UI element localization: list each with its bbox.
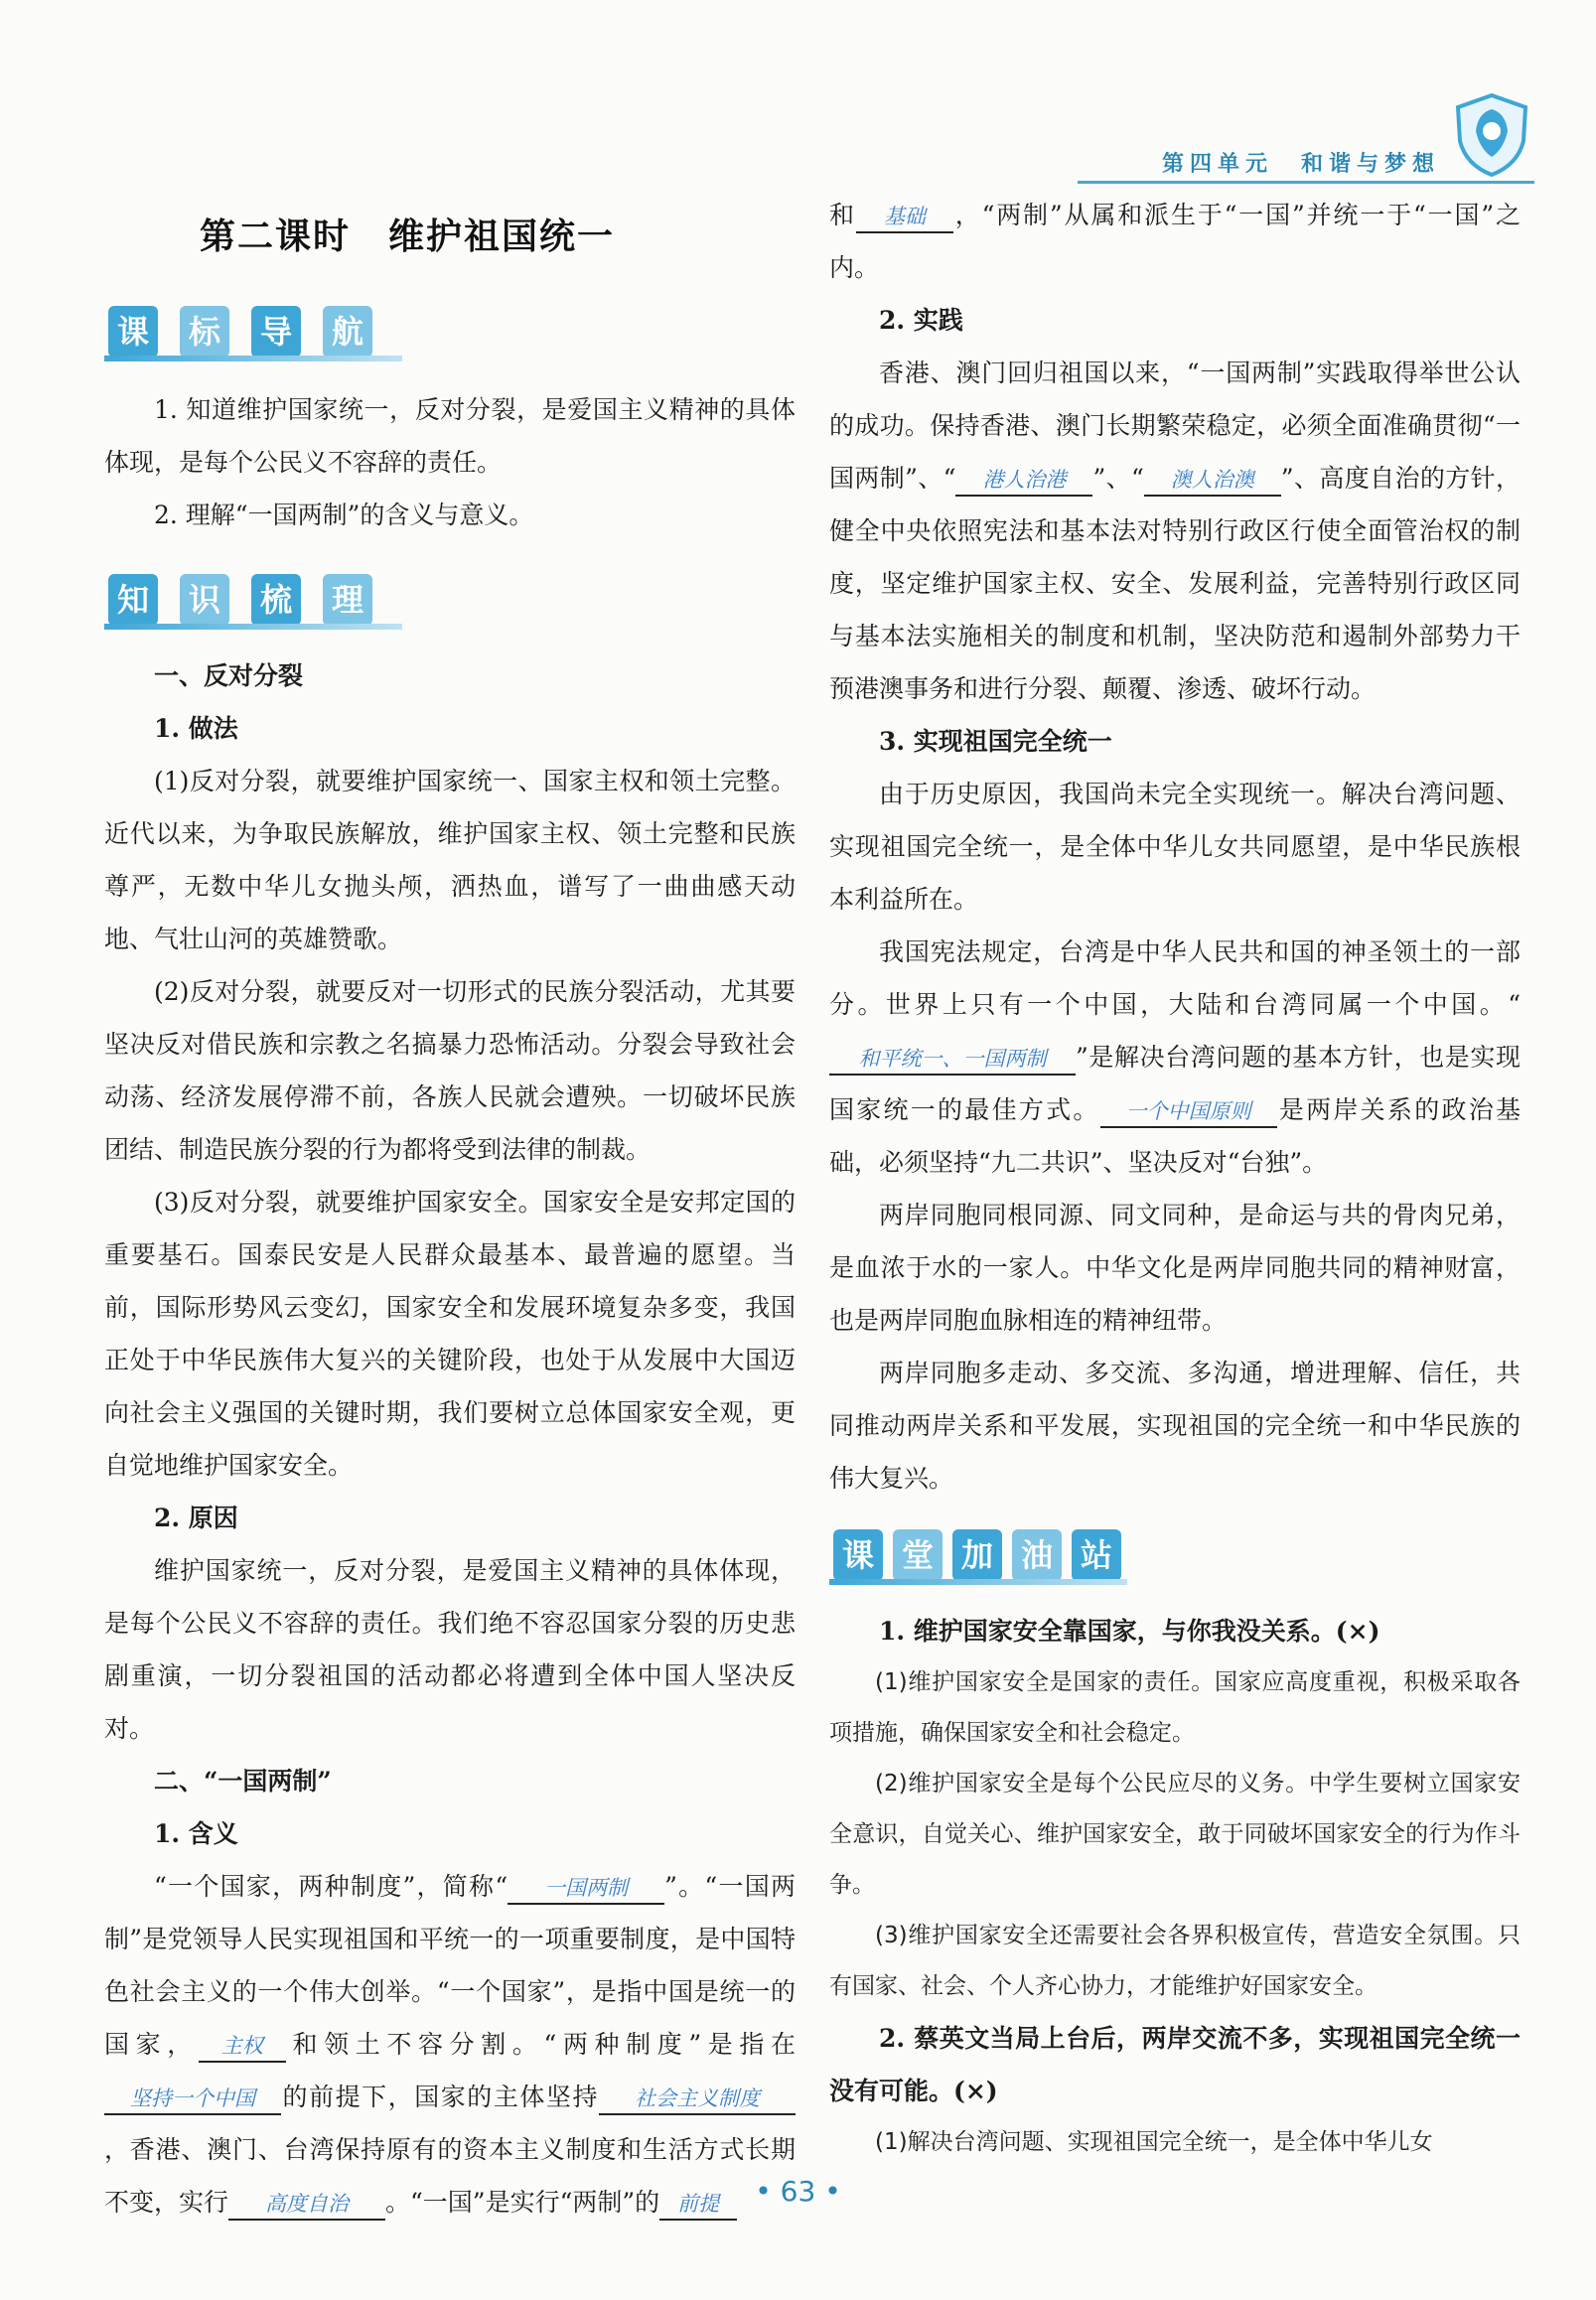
subheading: 2. 实践 <box>879 306 963 335</box>
answer-blank: 一个中国原则 <box>1100 1096 1277 1128</box>
answer-blank: 基础 <box>856 202 953 233</box>
banner-underline <box>104 624 402 630</box>
paragraph-taiwan <box>829 926 1521 1189</box>
page-title: 第二课时 维护祖国统一 <box>199 216 615 257</box>
exercise-answer: (3)维护国家安全还需要社会各界积极宣传，营造安全氛围。只有国家、社会、个人齐心协力，才能维护好国家安全。 <box>829 1923 1521 1999</box>
school-emblem-icon <box>1452 91 1531 177</box>
goal-item: 2. 理解“一国两制”的含义与意义。 <box>154 501 534 529</box>
exercise-answer: (2)维护国家安全是每个公民应尽的义务。中学生要树立国家安全意识，自觉关心、维护国家安全，敢于同破坏国家安全的行为作斗争。 <box>829 1771 1521 1898</box>
banner-char: 堂 <box>893 1529 943 1581</box>
page-number: • 63 • <box>755 2175 841 2208</box>
answer-blank: 高度自治 <box>228 2189 385 2221</box>
exercise-answer: (1)维护国家安全是国家的责任。国家应高度重视，积极采取各项措施，确保国家安全和社会稳定。 <box>829 1669 1521 1746</box>
answer-blank: 和平统一、一国两制 <box>829 1044 1076 1076</box>
banner-underline <box>104 356 402 361</box>
banner-char: 梳 <box>251 574 301 626</box>
section-one-country-two-systems-cont <box>829 189 1521 1505</box>
subheading: 2. 原因 <box>154 1504 238 1532</box>
answer-blank: 前提 <box>659 2189 737 2221</box>
paragraph: (3)反对分裂，就要维护国家安全。国家安全是安邦定国的重要基石。国泰民安是人民群众最基本、最普遍的愿望。当前，国际形势风云变幻，国家安全和发展环境复杂多变，我国正处于中华民族伟大复兴的关键阶段，也处于从发展中大国迈向社会主义强国的关键时期，我们要树立总体国家安全观，更自觉地维护国家安全。 <box>104 1188 796 1480</box>
banner-char: 理 <box>323 574 372 626</box>
text: 是两岸关系的政治基础，必须坚持“九二共识”、坚决反对“台独”。 <box>829 1095 1521 1177</box>
course-goals <box>104 383 796 541</box>
section-heading: 二、“一国两制” <box>154 1767 332 1796</box>
text: “一个国家，两种制度”，简称“ <box>154 1872 508 1901</box>
subheading: 3. 实现祖国完全统一 <box>879 727 1112 756</box>
text: 我国宪法规定，台湾是中华人民共和国的神圣领土的一部分。世界上只有一个中国，大陆和台湾同属一个中国。“ <box>829 937 1521 1019</box>
exercise-question: 1. 维护国家安全靠国家，与你我没关系。(×) <box>879 1617 1380 1646</box>
subheading: 1. 做法 <box>154 714 238 743</box>
header-rule <box>1078 181 1534 184</box>
banner-course-guide <box>104 306 402 367</box>
paragraph: 由于历史原因，我国尚未完全实现统一。解决台湾问题、实现祖国完全统一，是全体中华儿女共同愿望，是中华民族根本利益所在。 <box>829 780 1521 914</box>
answer-blank: 社会主义制度 <box>599 2084 796 2115</box>
section-oppose-split <box>104 649 796 2228</box>
text: 和 <box>829 201 856 229</box>
text: ”是解决台湾问题的基本方针，也是实现国家统一的最佳方式。 <box>829 1043 1521 1124</box>
paragraph: (2)反对分裂，就要反对一切形式的民族分裂活动，尤其要坚决反对借民族和宗教之名搞暴力恐怖活动。分裂会导致社会动荡、经济发展停滞不前，各族人民就会遭殃。一切破坏民族团结、制造民族分裂的行为都将受到法律的制裁。 <box>104 977 796 1164</box>
section-exercises <box>829 1605 1521 2168</box>
banner-char: 油 <box>1012 1529 1062 1581</box>
banner-char: 课 <box>833 1529 883 1581</box>
text: ，“两制”从属和派生于“一国”并统一于“一国”之内。 <box>829 201 1521 282</box>
page-number-value: 63 <box>780 2175 816 2208</box>
text: ”。“一国两制”是党领导人民实现祖国和平统一的一项重要制度，是中国特色社会主义的一个伟大创举。“一个国家”，是指中国是统一的国家， <box>104 1872 797 2059</box>
banner-char: 识 <box>180 574 229 626</box>
banner-underline <box>829 1579 1127 1585</box>
answer-blank: 港人治港 <box>955 465 1092 497</box>
paragraph-practice <box>829 347 1521 715</box>
section-heading: 一、反对分裂 <box>154 661 304 690</box>
paragraph: 两岸同胞同根同源、同文同种，是命运与共的骨肉兄弟，是血浓于水的一家人。中华文化是两岸同胞共同的精神财富，也是两岸同胞血脉相连的精神纽带。 <box>829 1201 1521 1335</box>
banner-knowledge <box>104 574 402 636</box>
banner-char: 站 <box>1072 1529 1121 1581</box>
text: 和领土不容分割。“两种制度”是指在 <box>285 2030 796 2059</box>
text: ”、“ <box>1092 464 1144 493</box>
paragraph: (1)反对分裂，就要维护国家统一、国家主权和领土完整。近代以来，为争取民族解放，维护国家主权、领土完整和民族尊严，无数中华儿女抛头颅，洒热血，谱写了一曲曲感天动地、气壮山河的英雄赞歌。 <box>104 767 796 953</box>
banner-char: 标 <box>180 306 229 358</box>
text: 。“一国”是实行“两制”的 <box>385 2188 660 2217</box>
subheading: 1. 含义 <box>154 1819 238 1848</box>
banner-char: 加 <box>952 1529 1002 1581</box>
text: ，香港、澳门、台湾保持原有的资本主义制度和生活方式长期不变，实行 <box>104 2135 796 2217</box>
exercise-answer: (1)解决台湾问题、实现祖国完全统一，是全体中华儿女 <box>875 2129 1433 2155</box>
banner-char: 航 <box>323 306 372 358</box>
unit-title: 第四单元 和谐与梦想 <box>1162 151 1441 177</box>
text: 的前提下，国家的主体坚持 <box>281 2083 599 2111</box>
answer-blank: 主权 <box>199 2031 286 2063</box>
paragraph-definition <box>104 1860 796 2228</box>
answer-blank: 坚持一个中国 <box>104 2084 281 2115</box>
text: ”、高度自治的方针，健全中央依照宪法和基本法对特别行政区行使全面管治权的制度，坚定维护国家主权、安全、发展利益，完善特别行政区同与基本法实施相关的制度和机制，坚决防范和遏制外部势力干预港澳事务和进行分裂、颠覆、渗透、破坏行动。 <box>829 464 1521 703</box>
banner-char: 课 <box>108 306 158 358</box>
paragraph-definition-cont <box>829 189 1521 294</box>
paragraph: 维护国家统一，反对分裂，是爱国主义精神的具体体现，是每个公民义不容辞的责任。我们绝不容忍国家分裂的历史悲剧重演，一切分裂祖国的活动都必将遭到全体中国人坚决反对。 <box>104 1556 796 1743</box>
banner-char: 知 <box>108 574 158 626</box>
answer-blank: 澳人治澳 <box>1144 465 1281 497</box>
answer-blank: 一国两制 <box>508 1873 664 1905</box>
text: 香港、澳门回归祖国以来，“一国两制”实践取得举世公认的成功。保持香港、澳门长期繁荣稳定，必须全面准确贯彻“一国两制”、“ <box>829 359 1521 493</box>
banner-class-boost <box>829 1529 1127 1591</box>
paragraph: 两岸同胞多走动、多交流、多沟通，增进理解、信任，共同推动两岸关系和平发展，实现祖国的完全统一和中华民族的伟大复兴。 <box>829 1359 1521 1493</box>
banner-char: 导 <box>251 306 301 358</box>
goal-item: 1. 知道维护国家统一，反对分裂，是爱国主义精神的具体体现，是每个公民义不容辞的责任。 <box>104 395 796 477</box>
exercise-question: 2. 蔡英文当局上台后，两岸交流不多，实现祖国完全统一没有可能。(×) <box>829 2024 1521 2105</box>
